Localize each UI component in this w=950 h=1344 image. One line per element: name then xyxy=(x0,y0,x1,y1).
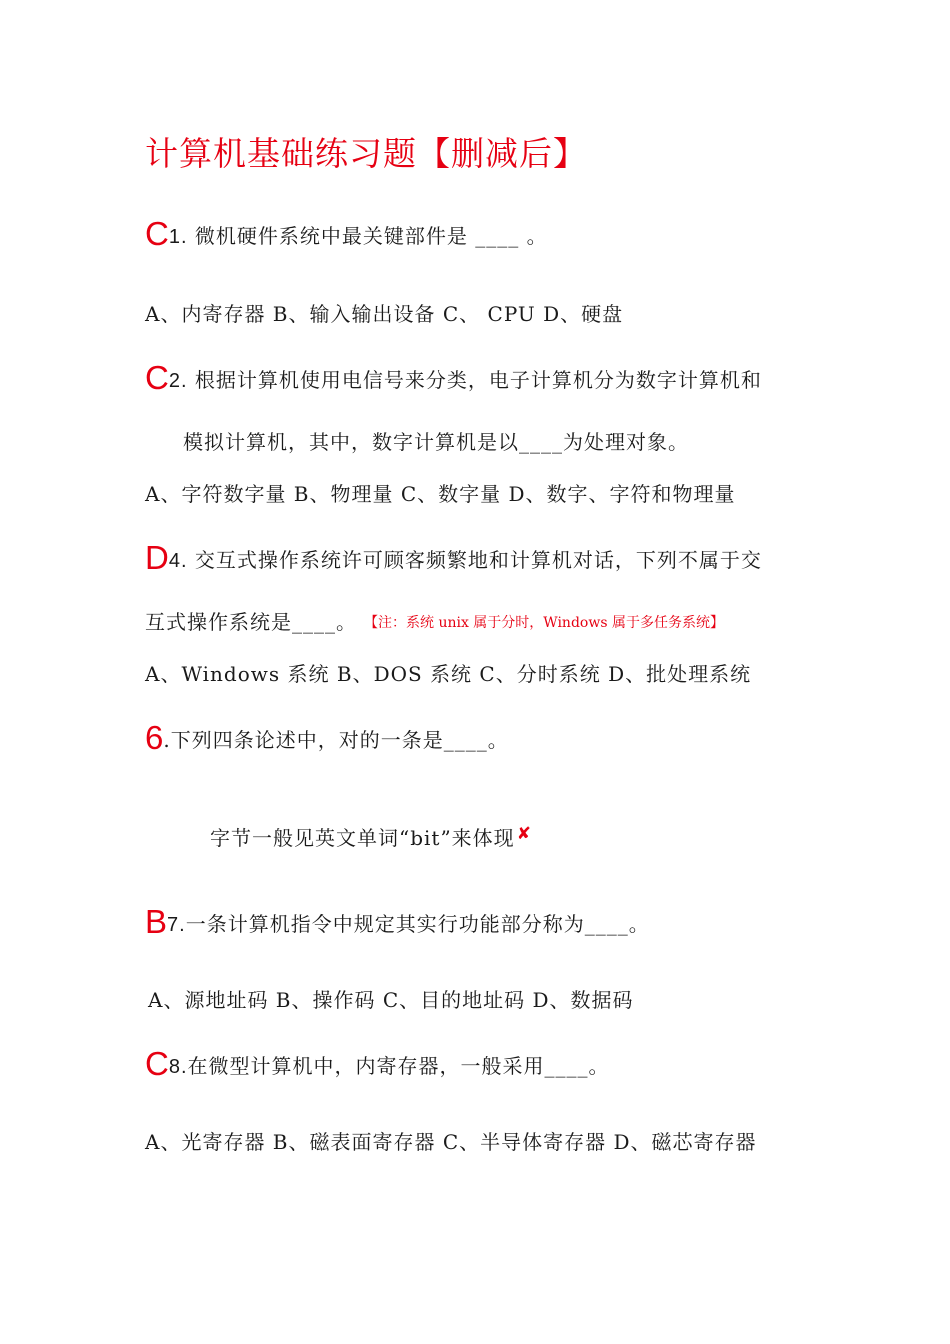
answer-marker: C xyxy=(145,359,169,396)
question-text: .下列四条论述中，对的一条是____。 xyxy=(163,728,509,752)
question-4-text-continued xyxy=(145,608,724,637)
question-text: 微机硬件系统中最关键部件是 ____ 。 xyxy=(187,224,548,248)
question-7-options: A、源地址码 B、操作码 C、目的地址码 D、数据码 xyxy=(148,988,634,1012)
answer-marker: C xyxy=(145,1045,169,1082)
question-6-statement xyxy=(210,820,532,852)
statement-text: 字节一般见英文单词“bit”来体现 xyxy=(210,826,515,850)
question-7 xyxy=(145,903,650,940)
question-number: 4. xyxy=(168,550,188,572)
wrong-mark-icon: ✘ xyxy=(516,824,532,844)
question-8 xyxy=(145,1045,610,1082)
question-text: 根据计算机使用电信号来分类，电子计算机分为数字计算机和 xyxy=(187,368,762,392)
question-4-options: A、Windows 系统 B、DOS 系统 C、分时系统 D、批处理系统 xyxy=(145,662,752,686)
answer-marker: C xyxy=(145,215,169,252)
question-number: 7. xyxy=(167,914,186,936)
question-text: 互式操作系统是____。 xyxy=(145,610,357,634)
question-1 xyxy=(145,215,548,252)
question-text: 交互式操作系统许可顾客频繁地和计算机对话，下列不属于交 xyxy=(187,548,762,572)
answer-marker: D xyxy=(145,539,169,576)
question-number: 2. xyxy=(168,370,188,392)
page-title: 计算机基础练习题【删减后】 xyxy=(145,134,587,173)
question-2 xyxy=(145,359,762,396)
answer-marker: B xyxy=(145,903,168,940)
question-number: 8. xyxy=(168,1056,188,1078)
question-6 xyxy=(145,719,509,756)
question-note: 【注：系统 unix 属于分时，Windows 属于多任务系统】 xyxy=(371,615,724,631)
question-2-options: A、字符数字量 B、物理量 C、数字量 D、数字、字符和物理量 xyxy=(145,482,736,506)
answer-marker: 6 xyxy=(145,719,164,756)
question-1-options: A、内寄存器 B、输入输出设备 C、 CPU D、硬盘 xyxy=(145,302,624,326)
question-number: 1. xyxy=(168,226,188,248)
question-4 xyxy=(145,539,762,576)
question-2-text-continued: 模拟计算机，其中，数字计算机是以____为处理对象。 xyxy=(183,430,689,454)
question-8-options: A、光寄存器 B、磁表面寄存器 C、半导体寄存器 D、磁芯寄存器 xyxy=(145,1130,757,1154)
question-text: 在微型计算机中，内寄存器，一般采用____。 xyxy=(187,1054,610,1078)
question-text: 一条计算机指令中规定其实行功能部分称为____。 xyxy=(185,912,650,936)
